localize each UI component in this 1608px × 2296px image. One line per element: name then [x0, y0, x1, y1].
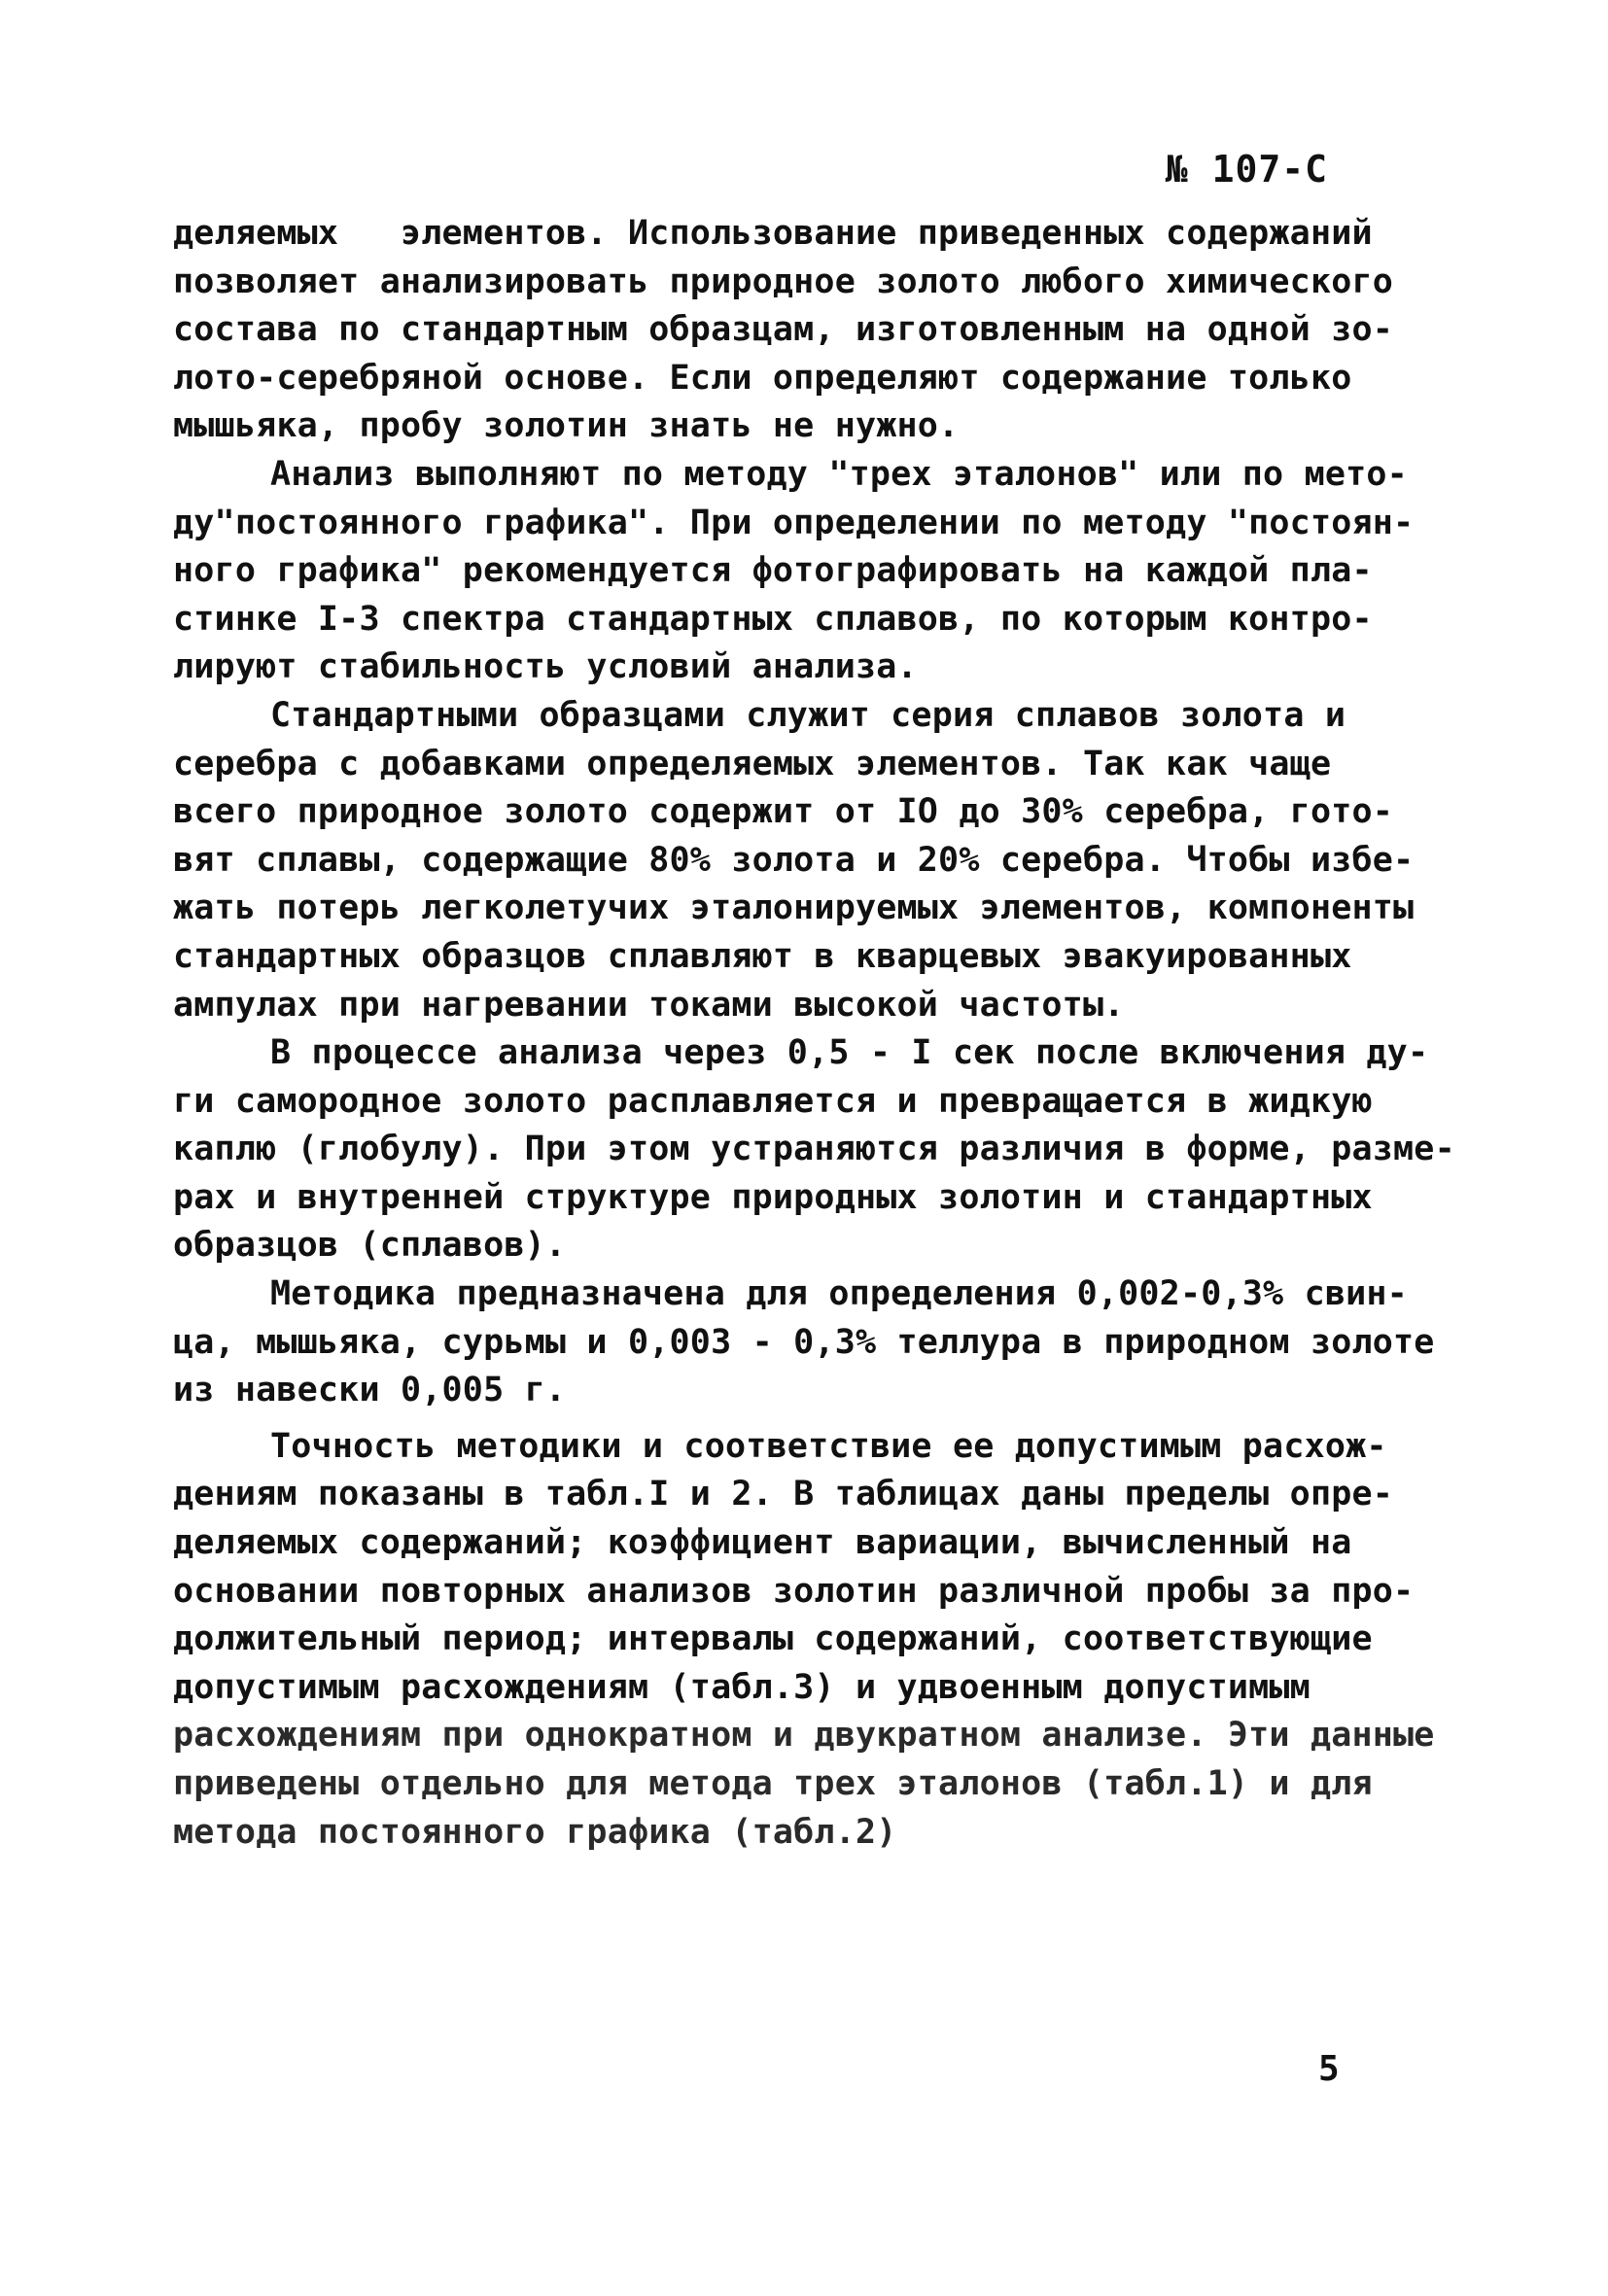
text-line: ца, мышьяка, сурьмы и 0,003 - 0,3% теллура в природном золоте	[173, 1322, 1435, 1362]
text-line: ду"постоянного графика". При определении по методу "постоян-	[173, 503, 1415, 542]
text-line: позволяет анализировать природное золото любого химического	[173, 261, 1394, 301]
text-line: деляемых содержаний; коэффициент вариации, вычисленный на	[173, 1523, 1352, 1563]
paragraph-start-line: Методика предназначена для определения 0,002-0,3% свин-	[270, 1274, 1408, 1314]
text-line: допустимым расхождениям (табл.3) и удвоенным допустимым	[173, 1667, 1311, 1707]
text-line: лируют стабильность условий анализа.	[173, 647, 918, 687]
text-line: ги самородное золото расплавляется и превращается в жидкую	[173, 1081, 1373, 1121]
text-line: метода постоянного графика (табл.2)	[173, 1812, 897, 1852]
text-line: рах и внутренней структуре природных золотин и стандартных	[173, 1177, 1373, 1217]
text-line: образцов (сплавов).	[173, 1226, 567, 1266]
text-line: из навески 0,005 г.	[173, 1371, 567, 1410]
text-line: деляемых элементов. Использование приведенных содержаний	[173, 214, 1373, 253]
paragraph-start-line: Стандартными образцами служит серия сплавов золота и	[270, 695, 1346, 735]
text-line: ного графика" рекомендуется фотографировать на каждой пла-	[173, 551, 1373, 591]
paragraph-start-line: В процессе анализа через 0,5 - I сек после включения ду-	[270, 1033, 1429, 1073]
text-line: каплю (глобулу). При этом устраняются различия в форме, разме-	[173, 1130, 1455, 1169]
text-line: основании повторных анализов золотин различной пробы за про-	[173, 1571, 1415, 1611]
paragraph-start-line: Точность методики и соответствие ее допустимым расхож-	[270, 1426, 1387, 1466]
text-line: приведены отдельно для метода трех эталонов (табл.1) и для	[173, 1764, 1373, 1803]
text-line: должительный период; интервалы содержаний, соответствующие	[173, 1619, 1373, 1659]
page-number: 5	[1318, 2049, 1340, 2089]
text-line: жать потерь легколетучих эталонируемых элементов, компоненты	[173, 888, 1415, 928]
paragraph-start-line: Анализ выполняют по методу "трех эталонов" или по мето-	[270, 454, 1408, 494]
text-line: стинке I-3 спектра стандартных сплавов, по которым контро-	[173, 599, 1373, 639]
text-line: вят сплавы, содержащие 80% золота и 20% серебра. Чтобы избе-	[173, 840, 1415, 880]
document-number: № 107-С	[1165, 148, 1328, 191]
text-line: состава по стандартным образцам, изготовленным на одной зо-	[173, 310, 1394, 350]
text-line: расхождениям при однократном и двукратном анализе. Эти данные	[173, 1716, 1435, 1756]
text-line: всего природное золото содержит от IO до 30% серебра, гото-	[173, 792, 1394, 832]
body-text	[173, 210, 1455, 1857]
text-line: лото-серебряной основе. Если определяют содержание только	[173, 358, 1352, 398]
text-line: ампулах при нагревании токами высокой частоты.	[173, 985, 1125, 1025]
text-line: дениям показаны в табл.I и 2. В таблицах даны пределы опре-	[173, 1475, 1394, 1514]
text-line: мышьяка, пробу золотин знать не нужно.	[173, 406, 960, 446]
text-line: серебра с добавками определяемых элементов. Так как чаще	[173, 744, 1332, 783]
text-line: стандартных образцов сплавляют в кварцевых эвакуированных	[173, 936, 1352, 976]
